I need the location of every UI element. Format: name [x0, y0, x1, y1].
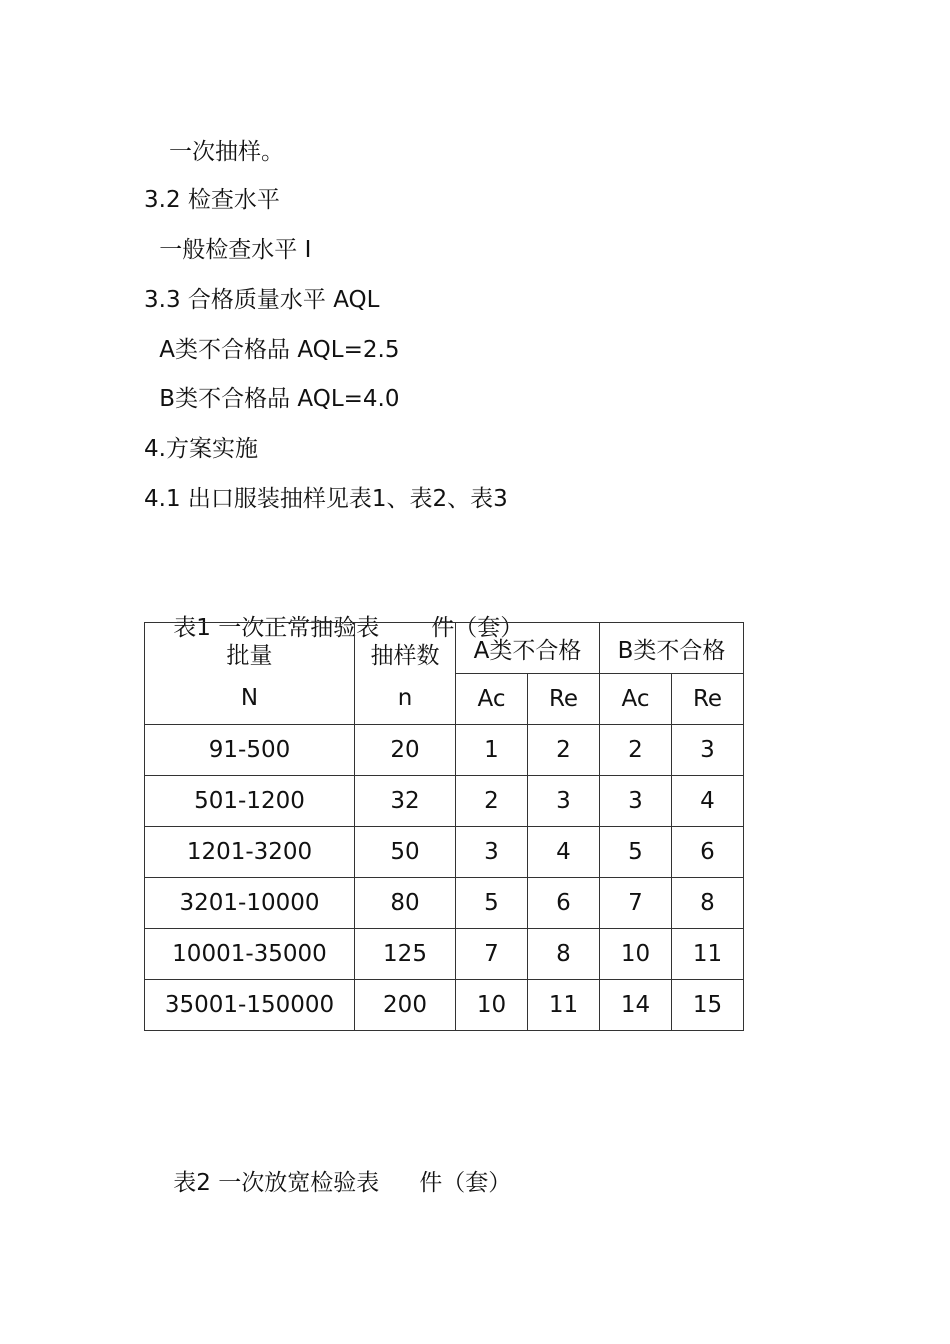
- cell-a-ac: 3: [456, 827, 528, 878]
- table2-caption-unit: 件（套）: [419, 1170, 512, 1196]
- header-lot-symbol: N: [240, 684, 259, 711]
- cell-lot: 1201-3200: [145, 827, 355, 878]
- header-lot-size: [145, 623, 355, 725]
- cell-a-ac: 5: [456, 878, 528, 929]
- cell-a-ac: 10: [456, 980, 528, 1031]
- header-b-ac: Ac: [600, 674, 672, 725]
- section-heading-4: 4.方案实施: [144, 436, 258, 462]
- text-line: A类不合格品 AQL=2.5: [152, 337, 400, 363]
- table-row: [145, 827, 744, 878]
- cell-sample: 50: [355, 827, 456, 878]
- cell-lot: 10001-35000: [145, 929, 355, 980]
- cell-sample: 32: [355, 776, 456, 827]
- cell-b-ac: 2: [600, 725, 672, 776]
- cell-b-re: 8: [672, 878, 744, 929]
- table-row: [145, 776, 744, 827]
- cell-lot: 3201-10000: [145, 878, 355, 929]
- cell-b-ac: 5: [600, 827, 672, 878]
- section-heading-4-1: 4.1 出口服装抽样见表1、表2、表3: [144, 486, 508, 512]
- header-a-ac: Ac: [456, 674, 528, 725]
- cell-b-re: 6: [672, 827, 744, 878]
- cell-b-re: 11: [672, 929, 744, 980]
- header-group-b: B类不合格: [600, 623, 744, 674]
- section-heading-3-2: 3.2 检查水平: [144, 187, 280, 213]
- header-sample-symbol: n: [397, 684, 413, 711]
- cell-b-re: 15: [672, 980, 744, 1031]
- cell-a-re: 11: [528, 980, 600, 1031]
- cell-a-ac: 2: [456, 776, 528, 827]
- table2-caption: [144, 1138, 511, 1228]
- cell-b-re: 3: [672, 725, 744, 776]
- cell-sample: 200: [355, 980, 456, 1031]
- cell-a-re: 4: [528, 827, 600, 878]
- table2-caption-label: 表2 一次放宽检验表: [173, 1170, 380, 1196]
- cell-b-re: 4: [672, 776, 744, 827]
- cell-a-re: 2: [528, 725, 600, 776]
- table1-caption-unit: 件（套）: [431, 615, 524, 641]
- cell-b-ac: 10: [600, 929, 672, 980]
- table-row: [145, 929, 744, 980]
- text-line: 一般检查水平 Ⅰ: [152, 237, 312, 263]
- table-row: [145, 878, 744, 929]
- cell-a-re: 6: [528, 878, 600, 929]
- cell-sample: 125: [355, 929, 456, 980]
- cell-a-ac: 7: [456, 929, 528, 980]
- cell-a-re: 8: [528, 929, 600, 980]
- table1-caption-label: 表1 一次正常抽验表: [173, 615, 380, 641]
- cell-lot: 501-1200: [145, 776, 355, 827]
- text-line: B类不合格品 AQL=4.0: [152, 386, 400, 412]
- cell-a-re: 3: [528, 776, 600, 827]
- cell-lot: 35001-150000: [145, 980, 355, 1031]
- cell-b-ac: 3: [600, 776, 672, 827]
- header-sample-label: 抽样数: [370, 642, 440, 669]
- cell-sample: 20: [355, 725, 456, 776]
- header-b-re: Re: [672, 674, 744, 725]
- cell-a-ac: 1: [456, 725, 528, 776]
- table1-sampling-table: [144, 622, 744, 1031]
- cell-lot: 91-500: [145, 725, 355, 776]
- header-lot-label: 批量: [226, 642, 273, 669]
- table-row: [145, 980, 744, 1031]
- text-line: 一次抽样。: [146, 139, 284, 165]
- table-row: [145, 725, 744, 776]
- cell-sample: 80: [355, 878, 456, 929]
- header-sample-size: [355, 623, 456, 725]
- header-a-re: Re: [528, 674, 600, 725]
- header-group-a: A类不合格: [456, 623, 600, 674]
- cell-b-ac: 14: [600, 980, 672, 1031]
- cell-b-ac: 7: [600, 878, 672, 929]
- section-heading-3-3: 3.3 合格质量水平 AQL: [144, 287, 380, 313]
